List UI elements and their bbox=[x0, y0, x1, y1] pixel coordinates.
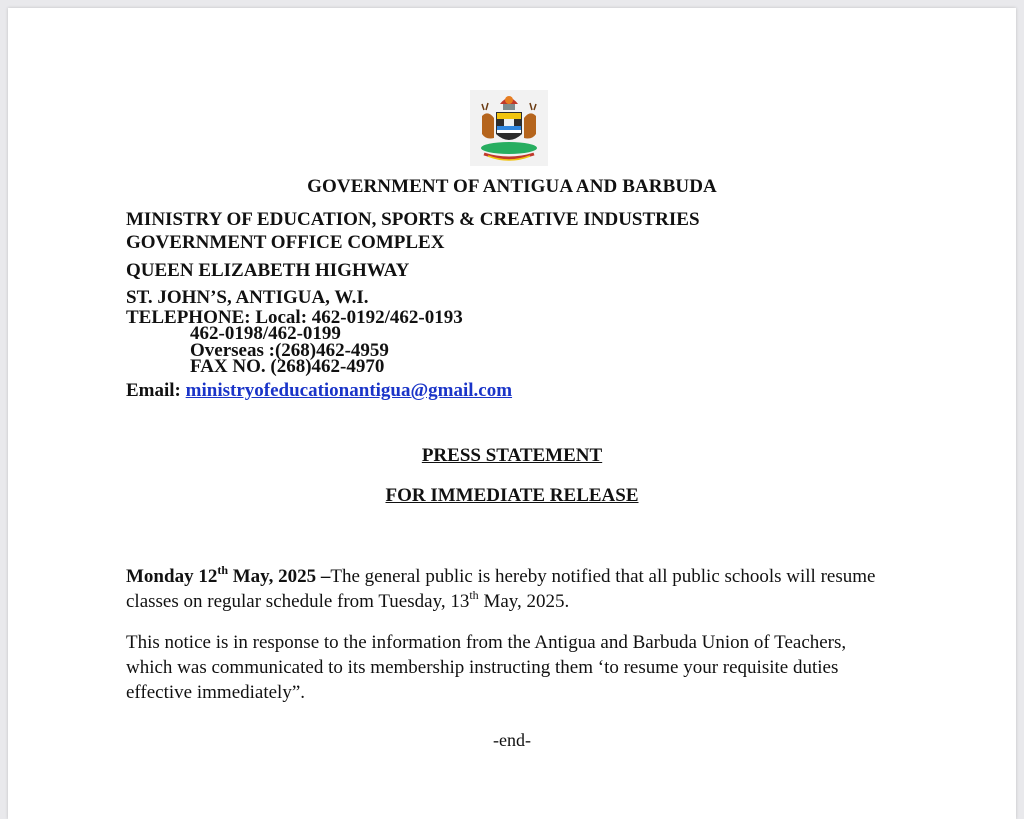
email-label: Email: bbox=[126, 380, 181, 401]
telephone-local-2: 462-0198/462-0199 bbox=[190, 323, 341, 344]
release-heading: FOR IMMEDIATE RELEASE bbox=[385, 485, 639, 506]
date-rest: May, 2025 – bbox=[228, 566, 331, 587]
paragraph-1-sup: th bbox=[469, 587, 479, 602]
paragraph-2: This notice is in response to the information from the Antigua and Barbuda Union of Teachers, which was communicated to its membership instructing them ‘to resume your requisite duties effective immediately”. bbox=[126, 632, 847, 703]
fax-number: FAX NO. (268)462-4970 bbox=[190, 356, 385, 377]
paragraph-1 bbox=[126, 564, 906, 614]
coat-of-arms-logo bbox=[470, 90, 548, 166]
email-line bbox=[126, 380, 512, 402]
paragraph-1-text: The general public is hereby notified that all public schools will resume classes on regular schedule from Tuesday, 13 bbox=[126, 566, 876, 612]
government-title: GOVERNMENT OF ANTIGUA AND BARBUDA bbox=[307, 176, 717, 197]
date-day: Monday 12 bbox=[126, 566, 218, 587]
telephone-local: TELEPHONE: Local: 462-0192/462-0193 bbox=[126, 307, 463, 328]
office-address: GOVERNMENT OFFICE COMPLEX bbox=[126, 232, 445, 253]
telephone-overseas: Overseas :(268)462-4959 bbox=[190, 340, 389, 361]
document-page bbox=[8, 8, 1016, 819]
street-address: QUEEN ELIZABETH HIGHWAY bbox=[126, 260, 410, 281]
ministry-name: MINISTRY OF EDUCATION, SPORTS & CREATIVE INDUSTRIES bbox=[126, 209, 700, 230]
end-marker: -end- bbox=[493, 730, 531, 750]
press-statement-heading: PRESS STATEMENT bbox=[421, 445, 603, 466]
city-address: ST. JOHN’S, ANTIGUA, W.I. bbox=[126, 287, 369, 308]
paragraph-1-end: May, 2025. bbox=[478, 591, 570, 612]
date-sup: th bbox=[217, 562, 228, 577]
email-link[interactable]: ministryofeducationantigua@gmail.com bbox=[185, 380, 513, 401]
